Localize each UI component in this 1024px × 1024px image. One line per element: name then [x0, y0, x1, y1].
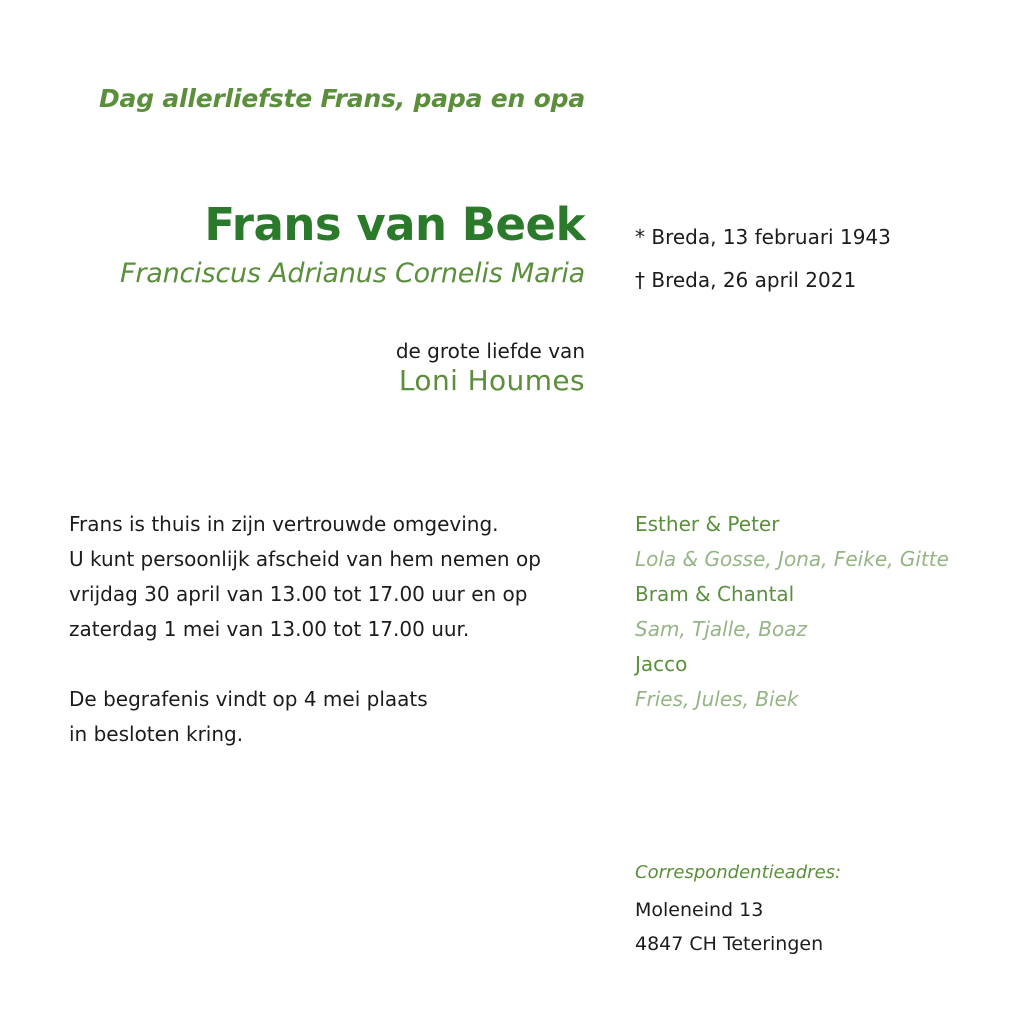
family-children: Lola & Gosse, Jona, Feike, Gitte — [635, 547, 949, 571]
correspondence-label: Correspondentieadres: — [635, 862, 842, 883]
visitation-text — [69, 507, 541, 647]
family-children: Fries, Jules, Biek — [635, 687, 799, 711]
deceased-name: Frans van Beek — [204, 198, 585, 251]
death-date: † Breda, 26 april 2021 — [635, 268, 857, 292]
birth-date: * Breda, 13 februari 1943 — [635, 225, 891, 249]
family-parents: Bram & Chantal — [635, 582, 795, 606]
funeral-line: De begrafenis vindt op 4 mei plaats — [69, 687, 428, 711]
visitation-line: vrijdag 30 april van 13.00 tot 17.00 uur en op — [69, 582, 528, 606]
funeral-text — [69, 682, 428, 752]
funeral-line: in besloten kring. — [69, 722, 244, 746]
visitation-line: U kunt persoonlijk afscheid van hem nemen op — [69, 547, 541, 571]
salutation-heading: Dag allerliefste Frans, papa en opa — [98, 84, 585, 113]
family-children: Sam, Tjalle, Boaz — [635, 617, 808, 641]
visitation-line: zaterdag 1 mei van 13.00 tot 17.00 uur. — [69, 617, 470, 641]
visitation-line: Frans is thuis in zijn vertrouwde omgeving. — [69, 512, 499, 536]
partner-intro: de grote liefde van — [395, 339, 585, 363]
family-list — [635, 507, 949, 717]
deceased-full-name: Franciscus Adrianus Cornelis Maria — [120, 258, 585, 289]
correspondence-address — [635, 893, 823, 961]
address-street: Moleneind 13 — [635, 899, 764, 921]
partner-name: Loni Houmes — [398, 364, 585, 397]
family-parents: Esther & Peter — [635, 512, 780, 536]
family-parents: Jacco — [635, 652, 688, 676]
address-city: 4847 CH Teteringen — [635, 933, 824, 955]
